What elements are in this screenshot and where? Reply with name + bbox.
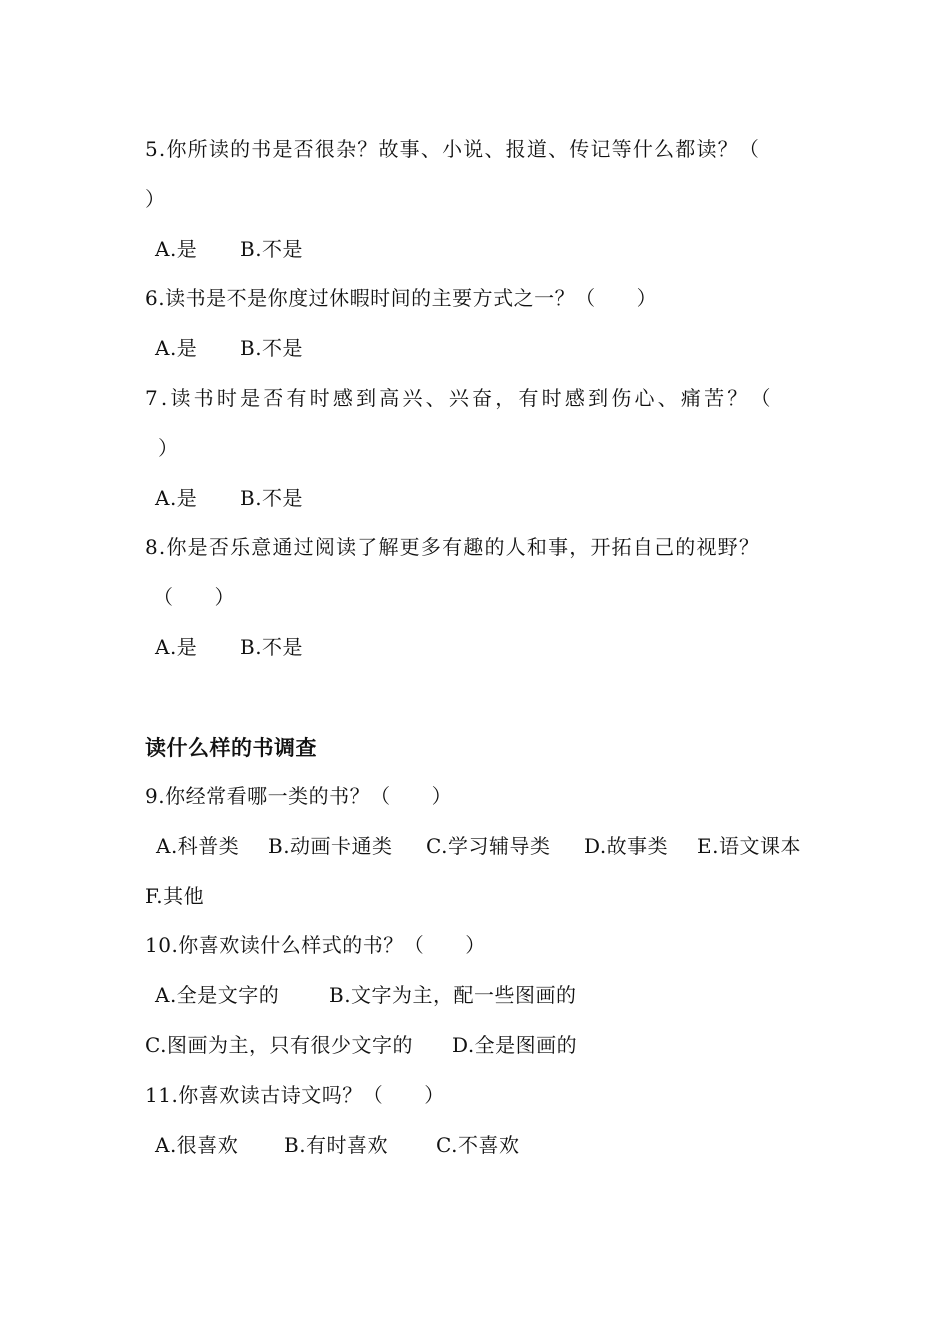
question-7-text: 7.读书时是否有时感到高兴、兴奋，有时感到伤心、痛苦？（ — [145, 386, 774, 410]
question-8-text: 8.你是否乐意通过阅读了解更多有趣的人和事，开拓自己的视野？ — [145, 535, 761, 559]
question-9-option-f: F.其他 — [145, 884, 205, 908]
question-11-option-c: C.不喜欢 — [436, 1133, 520, 1157]
question-9-option-c: C.学习辅导类 — [426, 834, 551, 858]
question-10-option-d: D.全是图画的 — [452, 1033, 578, 1057]
question-9-text: 9.你经常看哪一类的书？（ ） — [145, 784, 453, 808]
question-8-option-a: A.是 — [155, 635, 198, 659]
question-9-option-a: A.科普类 — [156, 834, 240, 858]
question-7-option-b: B.不是 — [240, 486, 304, 510]
question-9-option-b: B.动画卡通类 — [268, 834, 393, 858]
question-6-option-a: A.是 — [155, 336, 198, 360]
question-10-option-c: C.图画为主，只有很少文字的 — [145, 1033, 413, 1057]
question-5-paren-close: ） — [145, 187, 166, 211]
section-heading: 读什么样的书调查 — [145, 736, 317, 760]
question-6-option-b: B.不是 — [240, 336, 304, 360]
question-11-option-b: B.有时喜欢 — [284, 1133, 389, 1157]
question-8-paren: （ ） — [153, 585, 235, 609]
question-10-option-b: B.文字为主，配一些图画的 — [329, 983, 577, 1007]
question-10-option-a: A.全是文字的 — [155, 983, 280, 1007]
question-10-text: 10.你喜欢读什么样式的书？（ ） — [145, 933, 486, 957]
question-11-text: 11.你喜欢读古诗文吗？（ ） — [145, 1083, 445, 1107]
question-9-option-d: D.故事类 — [584, 834, 669, 858]
question-11-option-a: A.很喜欢 — [155, 1133, 239, 1157]
question-7-paren-close: ） — [158, 436, 179, 460]
question-5-option-a: A.是 — [155, 237, 198, 261]
question-8-option-b: B.不是 — [240, 635, 304, 659]
question-7-option-a: A.是 — [155, 486, 198, 510]
question-5-option-b: B.不是 — [240, 237, 304, 261]
question-5-text: 5.你所读的书是否很杂？故事、小说、报道、传记等什么都读？（ — [145, 137, 761, 161]
question-6-text: 6.读书是不是你度过休暇时间的主要方式之一？（ ） — [145, 286, 658, 310]
question-9-option-e: E.语文课本 — [697, 834, 801, 858]
